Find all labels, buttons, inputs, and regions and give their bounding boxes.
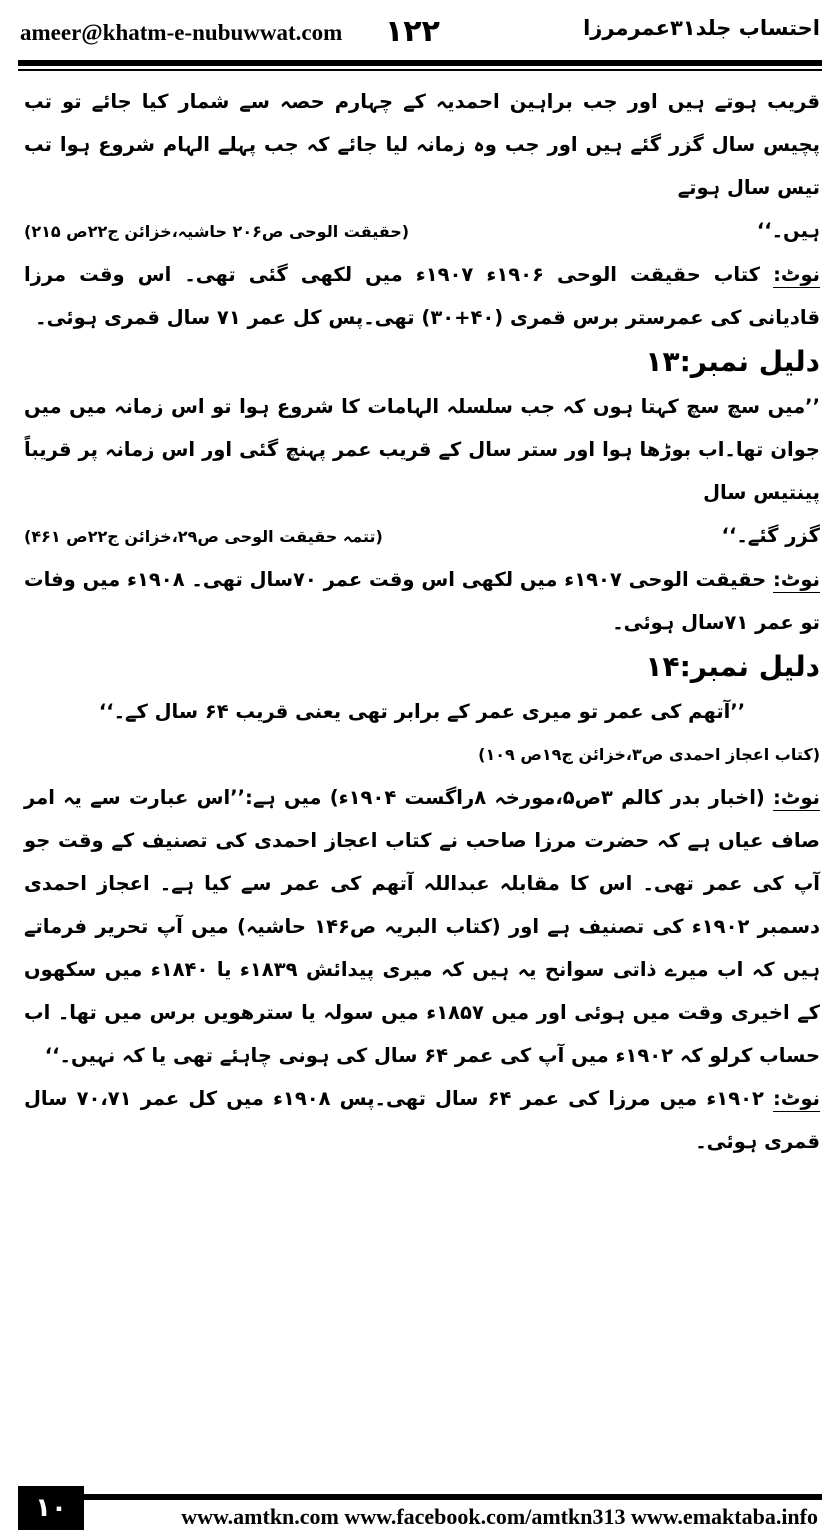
paragraph-continuation: قریب ہوتے ہیں اور جب براہین احمدیہ کے چہارم حصہ سے شمار کیا جائے تو تب پچیس سال گزر گئے ہیں اور جب وہ زمانہ لیا جائے کہ جب پہلے الہام شروع ہوا تب تیس سال ہوتے xyxy=(24,90,820,199)
note-text-final: ۱۹۰۲ء میں مرزا کی عمر ۶۴ سال تھی۔پس ۱۹۰۸ء میں کل عمر ۷۰،۷۱ سال قمری ہوئی۔ xyxy=(24,1087,820,1153)
quote-13-end: گزر گئے۔‘‘ xyxy=(721,524,820,547)
note-text: کتاب حقیقت الوحی ۱۹۰۶ء ۱۹۰۷ء میں لکھی گئی تھی۔ اس وقت مرزا قادیانی کی عمرستر برس قمری (۴۰+۳۰) تھی۔پس کل عمر ۷۱ سال قمری ہوئی۔ xyxy=(24,263,820,329)
note-paragraph xyxy=(24,253,820,339)
quote-14: ’’آتھم کی عمر تو میری عمر کے برابر تھی یعنی قریب ۶۴ سال کے۔‘‘ xyxy=(98,700,746,723)
header-email: ameer@khatm-e-nubuwwat.com xyxy=(20,20,343,45)
page-footer xyxy=(0,1480,840,1540)
footer-page-number: ۱۰ xyxy=(18,1486,84,1530)
page-body xyxy=(24,80,820,1163)
page-header xyxy=(0,0,840,70)
paragraph-end: ہیں۔‘‘ xyxy=(756,219,820,242)
footer-links: www.amtkn.com www.facebook.com/amtkn313 www.emaktaba.info xyxy=(181,1504,818,1529)
note-label: نوٹ: xyxy=(773,1087,820,1110)
citation: (حقیقت الوحی ص۲۰۶ حاشیہ،خزائن ج۲۲ص ۲۱۵) xyxy=(24,222,410,241)
note-paragraph-13 xyxy=(24,558,820,644)
quote-13: ’’میں سچ سچ کہتا ہوں کہ جب سلسلہ الہامات کا شروع ہوا تو اس زمانہ میں میں جوان تھا۔اب بوڑھا ہوا اور ستر سال کے قریب عمر پہنچ گئی اور اس زمانہ پر قریباً پینتیس سال xyxy=(24,395,820,504)
note-label: نوٹ: xyxy=(773,263,821,286)
note-label: نوٹ: xyxy=(773,568,820,591)
reference-line xyxy=(24,209,820,253)
header-rule-thick xyxy=(18,60,822,66)
footer-rule xyxy=(18,1494,822,1500)
note-text-13: حقیقت الوحی ۱۹۰۷ء میں لکھی اس وقت عمر ۷۰سال تھی۔ ۱۹۰۸ء میں وفات تو عمر ۷۱سال ہوئی۔ xyxy=(24,568,820,634)
evidence-heading-14: دلیل نمبر:۱۴ xyxy=(645,650,820,683)
header-rule-thin xyxy=(18,69,822,71)
note-paragraph-final xyxy=(24,1077,820,1163)
note-label: نوٹ: xyxy=(773,786,820,809)
note-paragraph-14 xyxy=(24,776,820,1077)
running-title: احتساب جلد۳۱عمرمرزا xyxy=(583,16,820,40)
evidence-heading-13: دلیل نمبر:۱۳ xyxy=(645,345,820,378)
page-number: ۱۲۲ xyxy=(385,14,440,49)
citation-13: (تتمہ حقیقت الوحی ص۲۹،خزائن ج۲۲ص ۴۶۱) xyxy=(24,527,383,546)
note-text-14: (اخبار بدر کالم ۳ص۵،مورخہ ۸راگست ۱۹۰۴ء) میں ہے:’’اس عبارت سے یہ امر صاف عیاں ہے کہ حضرت مرزا صاحب نے کتاب اعجاز احمدی کی تصنیف کے وقت جو آپ کی عمر تھی۔ اس کا مقابلہ عبداللہ آتھم کی عمر سے کیا ہے۔ اعجاز احمدی دسمبر ۱۹۰۲ء کی تصنیف ہے اور (کتاب البریہ ص۱۴۶ حاشیہ) میں آپ تحریر فرماتے ہیں کہ اب میرے ذاتی سوانح یہ ہیں کہ میری پیدائش ۱۸۳۹ء یا ۱۸۴۰ء میں سکھوں کے اخیری وقت میں ہوئی اور میں ۱۸۵۷ء میں سولہ یا سترھویں برس میں تھا۔ اب حساب کرلو کہ ۱۹۰۲ء میں آپ کی عمر ۶۴ سال کی ہونی چاہئے تھی یا کہ نہیں۔‘‘ xyxy=(24,786,821,1067)
citation-14: (کتاب اعجاز احمدی ص۳،خزائن ج۱۹ص ۱۰۹) xyxy=(478,745,820,764)
reference-line xyxy=(24,514,820,558)
